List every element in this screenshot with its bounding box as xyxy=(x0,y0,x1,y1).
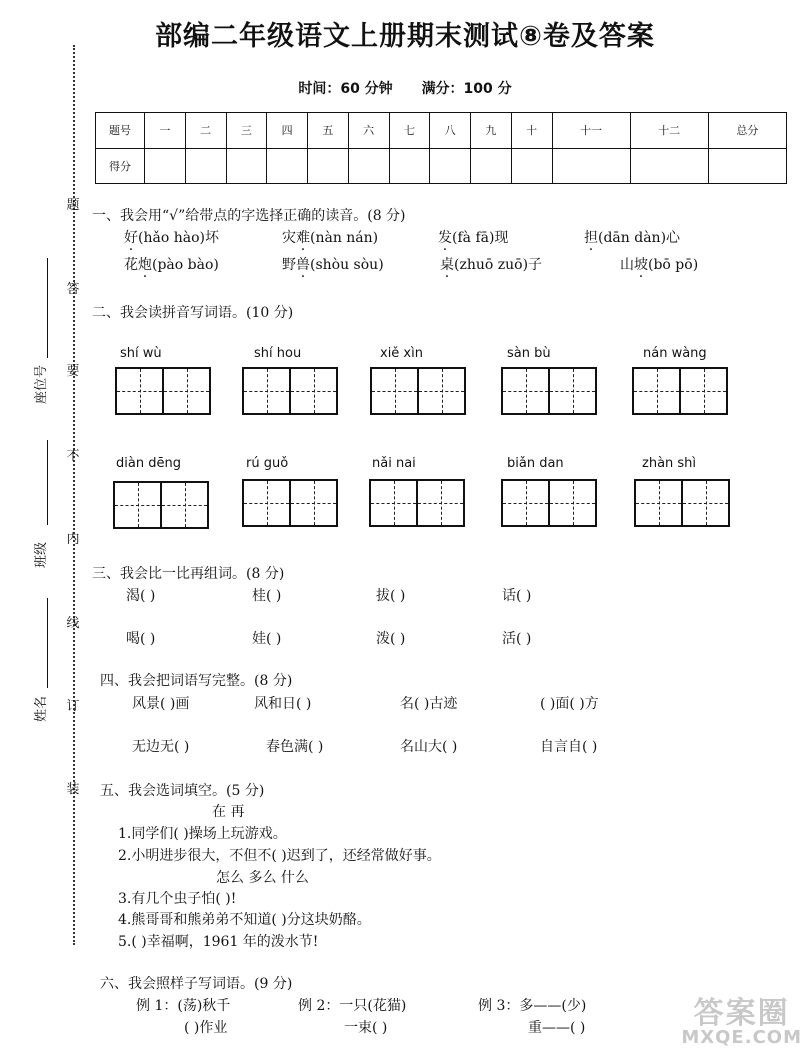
score-cell[interactable] xyxy=(630,148,708,184)
table-cell: 十 xyxy=(511,113,552,149)
grid-cell[interactable] xyxy=(371,481,416,525)
pinyin-label: rú guǒ xyxy=(246,456,289,471)
pinyin-label: sàn bù xyxy=(507,346,551,361)
complete-word-item: 风和日( ) xyxy=(254,696,312,712)
score-cell[interactable] xyxy=(226,148,267,184)
seal-char: 订 xyxy=(66,699,80,714)
table-cell: 六 xyxy=(348,113,389,149)
writing-grid[interactable] xyxy=(501,367,597,415)
pinyin-label: shí hou xyxy=(254,346,302,361)
seat-number-label: 座位号 xyxy=(34,364,49,404)
writing-grid[interactable] xyxy=(369,479,465,527)
score-cell[interactable] xyxy=(511,148,552,184)
imitate-item: ( )作业 xyxy=(184,1020,228,1036)
score-cell[interactable] xyxy=(145,148,186,184)
grid-cell[interactable] xyxy=(679,369,726,413)
complete-word-item: 名( )古迹 xyxy=(400,696,458,712)
score-cell[interactable] xyxy=(389,148,430,184)
score-cell[interactable] xyxy=(708,148,786,184)
table-cell: 二 xyxy=(185,113,226,149)
section1-item: 灾难(nàn nán) xyxy=(282,230,379,246)
word-choices: 怎么 多么 什么 xyxy=(216,870,309,886)
score-cell[interactable] xyxy=(267,148,308,184)
grid-cell[interactable] xyxy=(289,481,336,525)
name-blank[interactable] xyxy=(47,598,48,688)
score-table-header xyxy=(96,113,787,149)
fill-item: 3.有几个虫子怕( )! xyxy=(118,891,237,907)
score-cell[interactable] xyxy=(471,148,512,184)
pinyin-label: biǎn dan xyxy=(507,456,564,471)
section1-item: 花炮(pào bào) xyxy=(124,257,219,273)
seat-number-blank[interactable] xyxy=(47,258,48,358)
compare-item: 泼( ) xyxy=(376,631,406,647)
section2-heading: 二、我会读拼音写词语。(10 分) xyxy=(92,305,294,321)
section1-item: 桌(zhuō zuō)子 xyxy=(440,257,543,273)
table-cell: 一 xyxy=(145,113,186,149)
exam-time: 时间：60 分钟 xyxy=(298,81,393,97)
grid-cell[interactable] xyxy=(548,369,595,413)
table-cell: 五 xyxy=(308,113,349,149)
grid-cell[interactable] xyxy=(244,369,289,413)
example-item: 例 3：多——(少) xyxy=(478,998,587,1014)
grid-cell[interactable] xyxy=(548,481,595,525)
score-cell[interactable] xyxy=(185,148,226,184)
grid-cell[interactable] xyxy=(416,481,463,525)
seal-char: 题 xyxy=(66,198,80,213)
writing-grid[interactable] xyxy=(632,367,728,415)
table-cell: 题号 xyxy=(96,113,145,149)
score-cell[interactable] xyxy=(430,148,471,184)
pinyin-label: nán wàng xyxy=(643,346,707,361)
section3-heading: 三、我会比一比再组词。(8 分) xyxy=(92,566,285,582)
complete-word-item: 春色满( ) xyxy=(266,739,324,755)
section1-item: 担(dān dàn)心 xyxy=(584,230,681,246)
class-blank[interactable] xyxy=(47,440,48,525)
seal-char: 装 xyxy=(66,782,80,797)
score-cell[interactable] xyxy=(552,148,630,184)
compare-item: 话( ) xyxy=(502,588,532,604)
section6-heading: 六、我会照样子写词语。(9 分) xyxy=(100,976,293,992)
grid-cell[interactable] xyxy=(162,369,209,413)
table-cell: 得分 xyxy=(96,148,145,184)
pinyin-label: diàn dēng xyxy=(116,456,181,471)
pinyin-label: xiě xìn xyxy=(380,346,423,361)
score-cell[interactable] xyxy=(308,148,349,184)
section1-item: 好(hǎo hào)坏 xyxy=(124,230,219,246)
compare-item: 喝( ) xyxy=(126,631,156,647)
compare-item: 拔( ) xyxy=(376,588,406,604)
watermark-logo: 答案圈 MXQE.COM xyxy=(681,996,802,1048)
example-item: 例 2：一只(花猫) xyxy=(298,998,407,1014)
seal-char: 不 xyxy=(66,449,80,464)
grid-cell[interactable] xyxy=(372,369,417,413)
grid-cell[interactable] xyxy=(117,369,162,413)
writing-grid[interactable] xyxy=(115,367,211,415)
score-cell[interactable] xyxy=(348,148,389,184)
pinyin-label: nǎi nai xyxy=(372,456,416,471)
time-info xyxy=(0,78,810,98)
example-item: 例 1：(荡)秋千 xyxy=(136,998,231,1014)
complete-word-item: 风景( )画 xyxy=(132,696,190,712)
pinyin-label: shí wù xyxy=(120,346,162,361)
class-label: 班级 xyxy=(34,541,49,568)
writing-grid[interactable] xyxy=(113,481,209,529)
compare-item: 渴( ) xyxy=(126,588,156,604)
word-choices: 在 再 xyxy=(212,804,245,820)
seal-char: 线 xyxy=(66,616,80,631)
grid-cell[interactable] xyxy=(244,481,289,525)
section1-item: 发(fà fā)现 xyxy=(438,230,509,246)
grid-cell[interactable] xyxy=(115,483,160,527)
fill-item: 5.( )幸福啊，1961 年的泼水节! xyxy=(118,934,319,950)
compare-item: 娃( ) xyxy=(252,631,282,647)
grid-cell[interactable] xyxy=(417,369,464,413)
section1-item: 野兽(shòu sòu) xyxy=(282,257,384,273)
fill-item: 1.同学们( )操场上玩游戏。 xyxy=(118,826,287,842)
imitate-item: 重——( ) xyxy=(528,1020,586,1036)
score-table xyxy=(95,112,787,184)
section4-heading: 四、我会把词语写完整。(8 分) xyxy=(100,673,293,689)
seal-char: 答 xyxy=(66,282,80,297)
binding-dotted-line xyxy=(73,45,75,945)
page-title: 部编二年级语文上册期末测试⑧卷及答案 xyxy=(155,21,655,52)
section1-heading: 一、我会用“√”给带点的字选择正确的读音。(8 分) xyxy=(92,208,406,224)
table-cell: 三 xyxy=(226,113,267,149)
score-table-row xyxy=(96,148,787,184)
grid-cell[interactable] xyxy=(160,483,207,527)
pinyin-label: zhàn shì xyxy=(642,456,697,471)
compare-item: 桂( ) xyxy=(252,588,282,604)
complete-word-item: 名山大( ) xyxy=(400,739,458,755)
grid-cell[interactable] xyxy=(636,481,681,525)
writing-grid[interactable] xyxy=(501,479,597,527)
complete-word-item: ( )面( )方 xyxy=(540,696,599,712)
grid-cell[interactable] xyxy=(681,481,728,525)
table-cell: 九 xyxy=(471,113,512,149)
complete-word-item: 无边无( ) xyxy=(132,739,190,755)
name-label: 姓名 xyxy=(34,695,49,722)
full-score: 满分：100 分 xyxy=(421,81,512,97)
writing-grid[interactable] xyxy=(242,479,338,527)
seal-char: 要 xyxy=(66,364,80,379)
compare-item: 活( ) xyxy=(502,631,532,647)
complete-word-item: 自言自( ) xyxy=(540,739,598,755)
grid-cell[interactable] xyxy=(634,369,679,413)
table-cell: 四 xyxy=(267,113,308,149)
writing-grid[interactable] xyxy=(634,479,730,527)
section1-item: 山坡(bō pō) xyxy=(620,257,699,273)
table-cell: 十二 xyxy=(630,113,708,149)
seal-char: 内 xyxy=(66,532,80,547)
grid-cell[interactable] xyxy=(503,369,548,413)
table-cell: 总分 xyxy=(708,113,786,149)
imitate-item: 一束( ) xyxy=(344,1020,388,1036)
table-cell: 八 xyxy=(430,113,471,149)
table-cell: 十一 xyxy=(552,113,630,149)
writing-grid[interactable] xyxy=(370,367,466,415)
fill-item: 2.小明进步很大，不但不( )迟到了，还经常做好事。 xyxy=(118,848,441,864)
grid-cell[interactable] xyxy=(503,481,548,525)
grid-cell[interactable] xyxy=(289,369,336,413)
fill-item: 4.熊哥哥和熊弟弟不知道( )分这块奶酪。 xyxy=(118,912,371,928)
section5-heading: 五、我会选词填空。(5 分) xyxy=(100,783,265,799)
table-cell: 七 xyxy=(389,113,430,149)
writing-grid[interactable] xyxy=(242,367,338,415)
